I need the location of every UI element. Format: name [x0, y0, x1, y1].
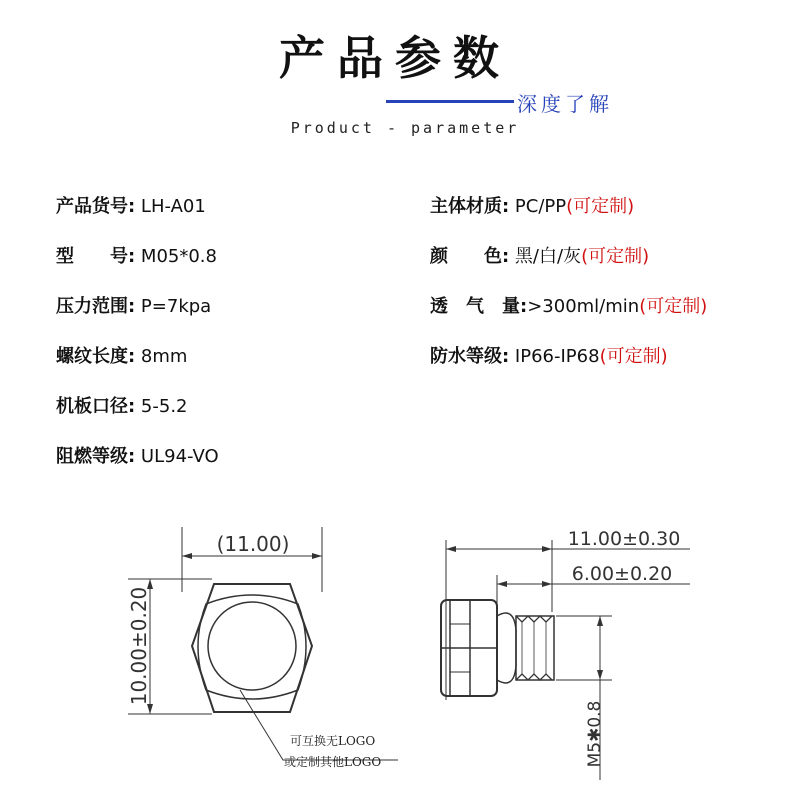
- param-label: 压力范围:: [56, 296, 136, 317]
- logo-leader-line: [240, 690, 398, 760]
- cap-circle: [208, 602, 296, 690]
- param-value: 5-5.2: [135, 396, 188, 417]
- param-label: 透 气 量:: [430, 296, 528, 317]
- total-length-dimension-label: 11.00±0.30: [567, 528, 681, 550]
- thread-length-dimension-label: 6.00±0.20: [571, 563, 673, 585]
- param-value: 8mm: [135, 346, 188, 367]
- logo-note-line-1: 可互换无LOGO: [290, 734, 376, 748]
- param-label: 机板口径:: [56, 396, 136, 417]
- param-label: 阻燃等级:: [56, 446, 136, 467]
- inner-body: [198, 595, 306, 699]
- param-value: P=7kpa: [135, 296, 212, 317]
- param-value: M05*0.8: [135, 246, 217, 267]
- front-view: [128, 527, 398, 760]
- param-label: 主体材质:: [430, 196, 510, 217]
- param-value: IP66-IP68: [509, 346, 600, 367]
- customizable-note: (可定制): [581, 246, 650, 267]
- param-value: UL94-VO: [135, 446, 219, 467]
- param-value: LH-A01: [135, 196, 206, 217]
- param-label: 螺纹长度:: [56, 346, 136, 367]
- customizable-note: (可定制): [566, 196, 635, 217]
- param-value: 黑/白/灰: [509, 246, 582, 267]
- param-label: 颜 色:: [430, 246, 510, 267]
- param-label: 产品货号:: [56, 196, 136, 217]
- customizable-note: (可定制): [639, 296, 708, 317]
- height-dimension-label: 10.00±0.20: [127, 586, 151, 706]
- thread-spec-label: M5✱0.8: [585, 700, 605, 768]
- param-value: >300ml/min: [527, 296, 640, 317]
- page-subtitle: 深度了解: [517, 92, 613, 116]
- page-title: 产品参数: [279, 31, 511, 85]
- width-dimension-label: (11.00): [216, 532, 290, 556]
- param-value: PC/PP: [509, 196, 567, 217]
- param-label: 型 号:: [56, 246, 136, 267]
- param-label: 防水等级:: [430, 346, 510, 367]
- logo-note-line-2: 或定制其他LOGO: [284, 755, 382, 769]
- english-subtitle: Product - parameter: [290, 119, 520, 137]
- customizable-note: (可定制): [599, 346, 668, 367]
